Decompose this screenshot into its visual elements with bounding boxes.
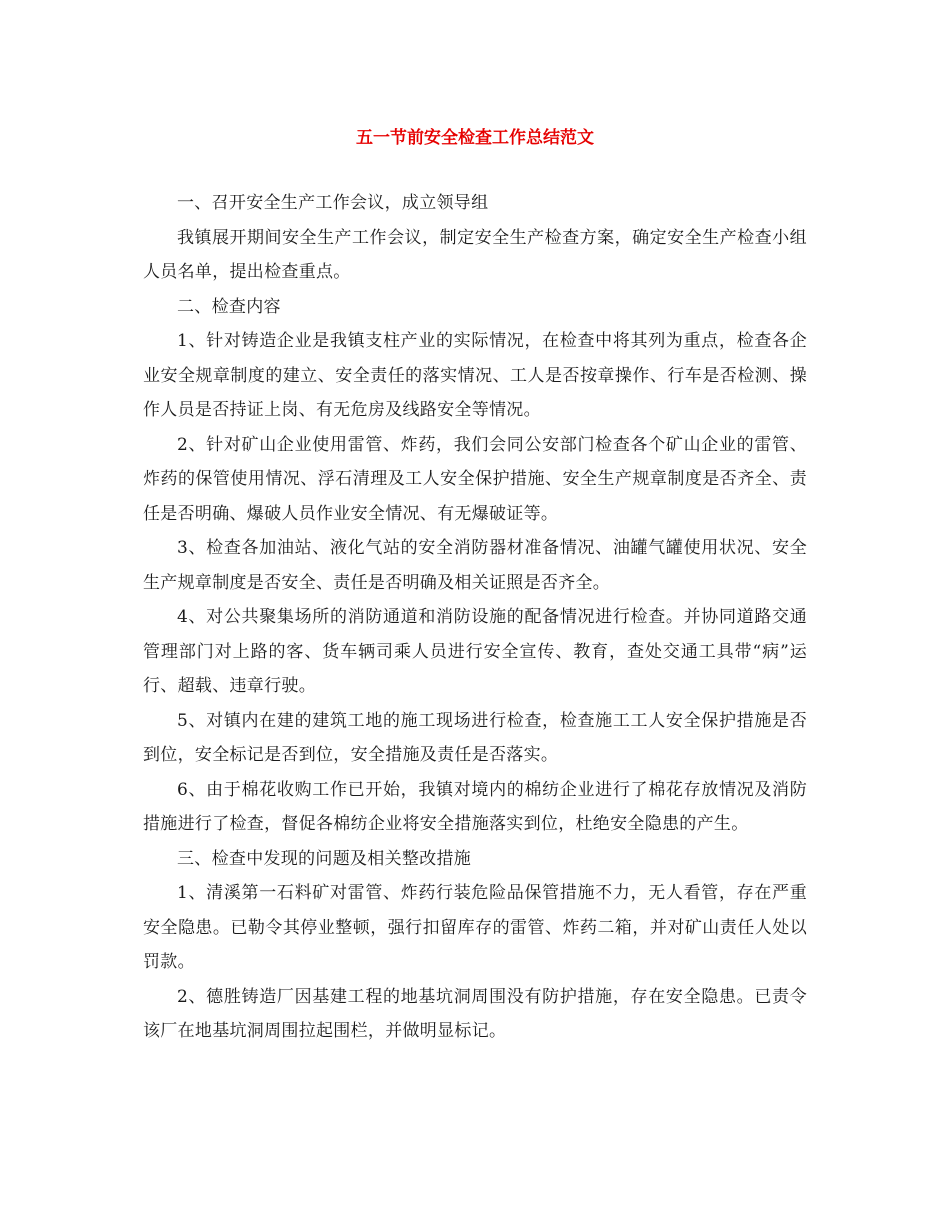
paragraph: 我镇展开期间安全生产工作会议，制定安全生产检查方案，确定安全生产检查小组人员名单，提出检查重点。 (143, 227, 807, 282)
paragraph: 1、清溪第一石料矿对雷管、炸药行装危险品保管措施不力，无人看管，存在严重安全隐患。已勒令其停业整顿，强行扣留库存的雷管、炸药二箱，并对矿山责任人处以罚款。 (143, 883, 807, 972)
paragraph: 3、检查各加油站、液化气站的安全消防器材准备情况、油罐气罐使用状况、安全生产规章制度是否安全、责任是否明确及相关证照是否齐全。 (143, 538, 807, 593)
paragraph: 4、对公共聚集场所的消防通道和消防设施的配备情况进行检查。并协同道路交通管理部门对上路的客、货车辆司乘人员进行安全宣传、教育，查处交通工具带“病”运行、超载、违章行驶。 (143, 607, 807, 696)
paragraph: 1、针对铸造企业是我镇支柱产业的实际情况，在检查中将其列为重点，检查各企业安全规章制度的建立、安全责任的落实情况、工人是否按章操作、行车是否检测、操作人员是否持证上岗、有无危房及线路安全等情况。 (143, 331, 807, 420)
document-page (143, 120, 807, 1049)
section-heading-1: 一、召开安全生产工作会议，成立领导组 (177, 193, 489, 213)
paragraph: 2、德胜铸造厂因基建工程的地基坑洞周围没有防护措施，存在安全隐患。已责令该厂在地基坑洞周围拉起围栏，并做明显标记。 (143, 986, 807, 1041)
section-heading-2: 二、检查内容 (177, 296, 281, 317)
paragraph: 5、对镇内在建的建筑工地的施工现场进行检查，检查施工工人安全保护措施是否到位，安全标记是否到位，安全措施及责任是否落实。 (143, 710, 807, 765)
paragraph: 2、针对矿山企业使用雷管、炸药，我们会同公安部门检查各个矿山企业的雷管、炸药的保管使用情况、浮石清理及工人安全保护措施、安全生产规章制度是否齐全、责任是否明确、爆破人员作业安全情况、有无爆破证等。 (143, 434, 807, 524)
paragraph: 6、由于棉花收购工作已开始，我镇对境内的棉纺企业进行了棉花存放情况及消防措施进行了检查，督促各棉纺企业将安全措施落实到位，杜绝安全隐患的产生。 (143, 779, 807, 834)
document-title: 五一节前安全检查工作总结范文 (356, 128, 594, 148)
section-heading-3: 三、检查中发现的问题及相关整改措施 (177, 848, 472, 869)
